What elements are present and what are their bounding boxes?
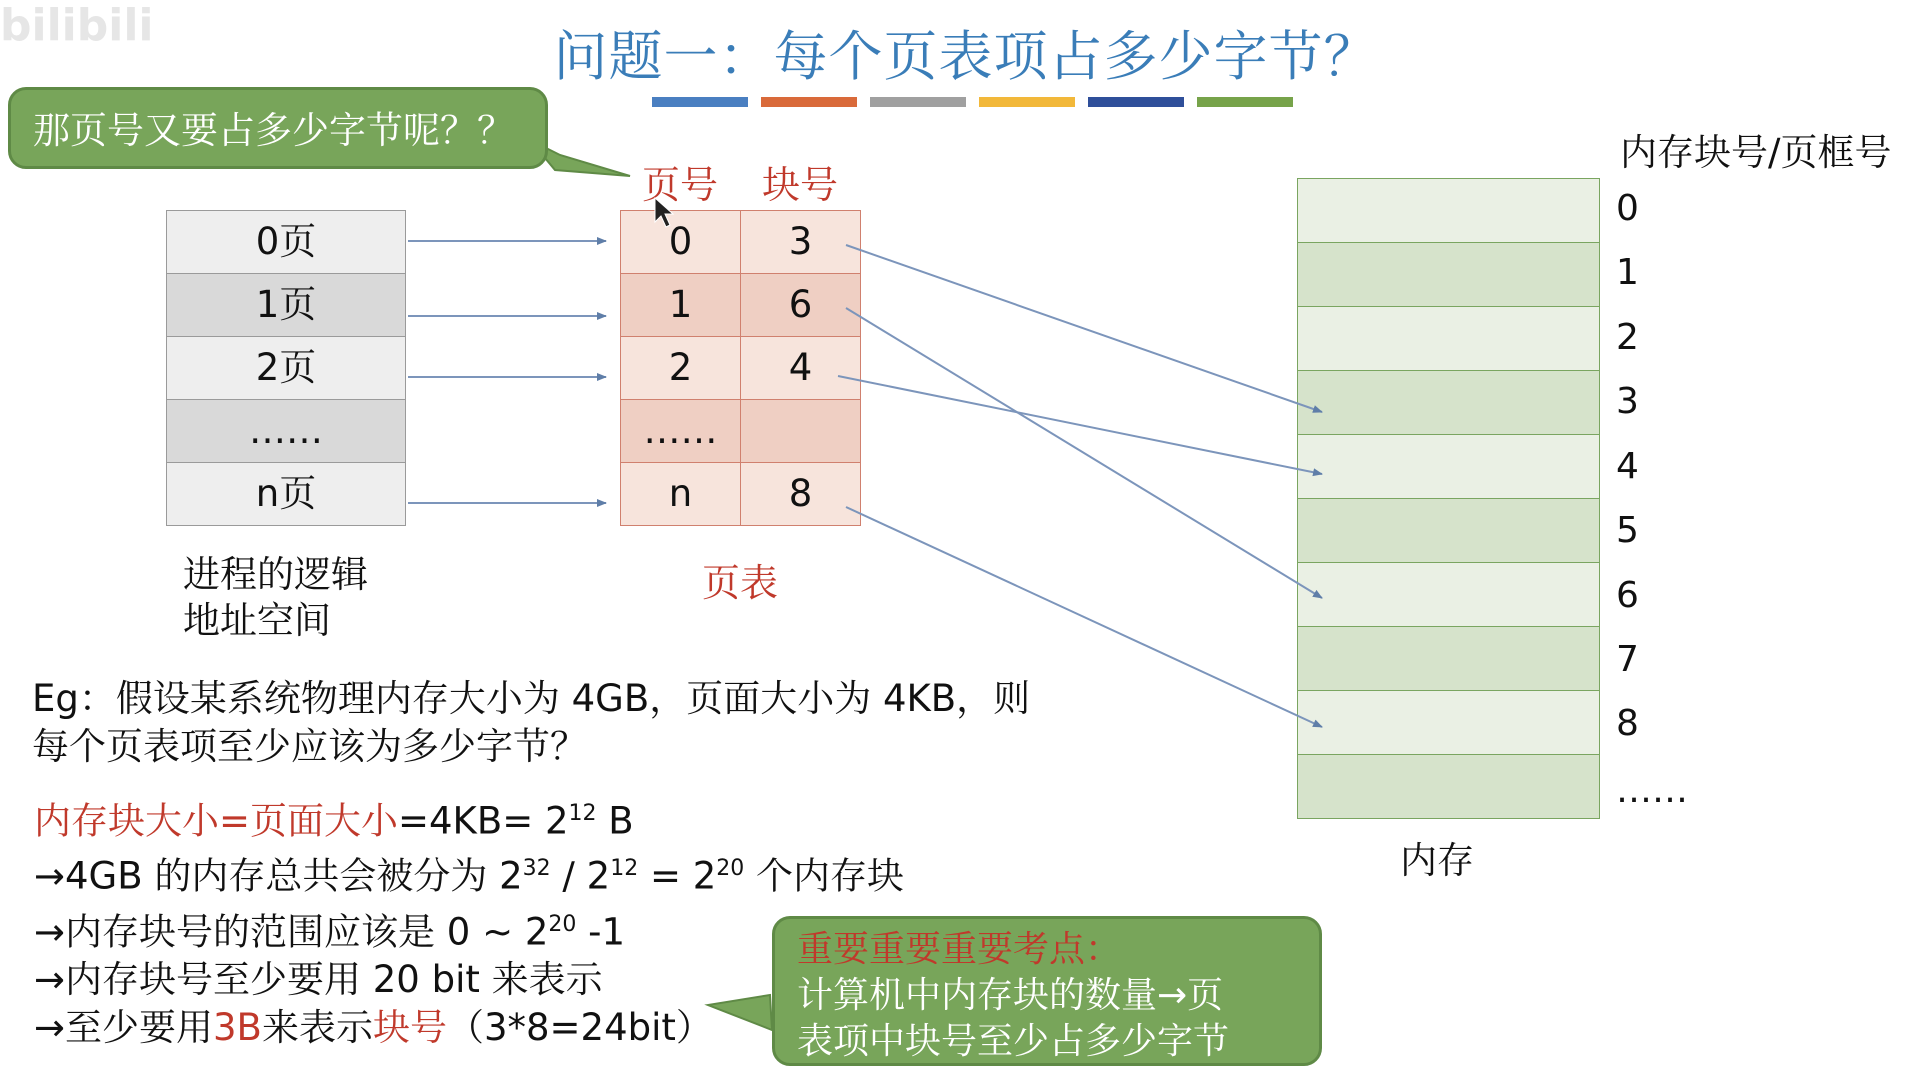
memory-block-number: 6 xyxy=(1616,575,1639,616)
key-point-line: 表项中块号至少占多少字节 xyxy=(797,1021,1230,1062)
logical-page-row: n页 xyxy=(166,462,406,526)
page-table-caption: 页表 xyxy=(701,561,778,605)
page-number-cell: n xyxy=(620,462,741,526)
memory-block-number: 2 xyxy=(1616,317,1639,358)
calc-line-4: →内存块号至少要用 20 bit 来表示 xyxy=(34,957,603,1001)
memory-block-number: 8 xyxy=(1616,703,1639,744)
page-number-cell: 2 xyxy=(620,336,741,399)
frame-arrow xyxy=(846,308,1322,598)
memory-block-number: 4 xyxy=(1616,446,1639,487)
watermark: bilibili xyxy=(0,0,154,51)
memory-block-number: 1 xyxy=(1616,252,1639,293)
page-number-header: 页号 xyxy=(641,163,718,207)
block-number-cell: 4 xyxy=(741,336,861,399)
block-number-cell: 8 xyxy=(741,462,861,526)
memory-caption: 内存 xyxy=(1400,839,1474,882)
logical-space-caption: 进程的逻辑 地址空间 xyxy=(183,553,368,642)
calc-line-5: →至少要用3B来表示块号（3*8=24bit） xyxy=(34,1005,713,1049)
page-number-cell: 0 xyxy=(620,210,741,273)
memory-block-number: 7 xyxy=(1616,639,1639,680)
memory-block-number: 5 xyxy=(1616,510,1639,551)
key-point-line: 计算机中内存块的数量→页 xyxy=(797,975,1224,1016)
calc-line-2: →4GB 的内存总共会被分为 $2^{32} / 2^{12} = 2^{20}$ 个内存块 xyxy=(34,854,905,898)
memory-block-number: 0 xyxy=(1616,188,1639,229)
mouse-cursor-icon xyxy=(655,198,673,227)
block-number-cell: 6 xyxy=(741,273,861,336)
frame-arrow xyxy=(846,245,1322,412)
key-point-heading: 重要重要重要考点： xyxy=(797,929,1122,970)
block-number-header: 块号 xyxy=(761,163,838,207)
slide-title: 问题一：每个页表项占多少字节？ xyxy=(553,25,1379,88)
page-number-cell: 1 xyxy=(620,273,741,336)
memory-header: 内存块号/页框号 xyxy=(1620,131,1892,174)
logical-page-row: …… xyxy=(166,399,406,462)
logical-page-row: 0页 xyxy=(166,210,406,273)
calc-line-1: 内存块大小=页面大小$=4KB= 2^{12}$ B xyxy=(34,799,634,843)
logical-page-row: 2页 xyxy=(166,336,406,399)
callout-page-number-question: 那页号又要占多少字节呢？？ xyxy=(8,87,548,169)
frame-arrow xyxy=(838,376,1322,474)
page-number-cell: …… xyxy=(620,399,741,462)
logical-page-row: 1页 xyxy=(166,273,406,336)
calc-line-3: →内存块号的范围应该是 0 ~ $2^{20}$ -1 xyxy=(34,909,626,953)
callout-key-point xyxy=(772,916,1322,1066)
memory-block-number: …… xyxy=(1616,770,1688,811)
example-question: Eg：假设某系统物理内存大小为 4GB，页面大小为 4KB，则 每个页表项至少应该为多少字节？ xyxy=(32,677,1031,768)
memory-block-number: 3 xyxy=(1616,381,1639,422)
block-number-cell: 3 xyxy=(741,210,861,273)
